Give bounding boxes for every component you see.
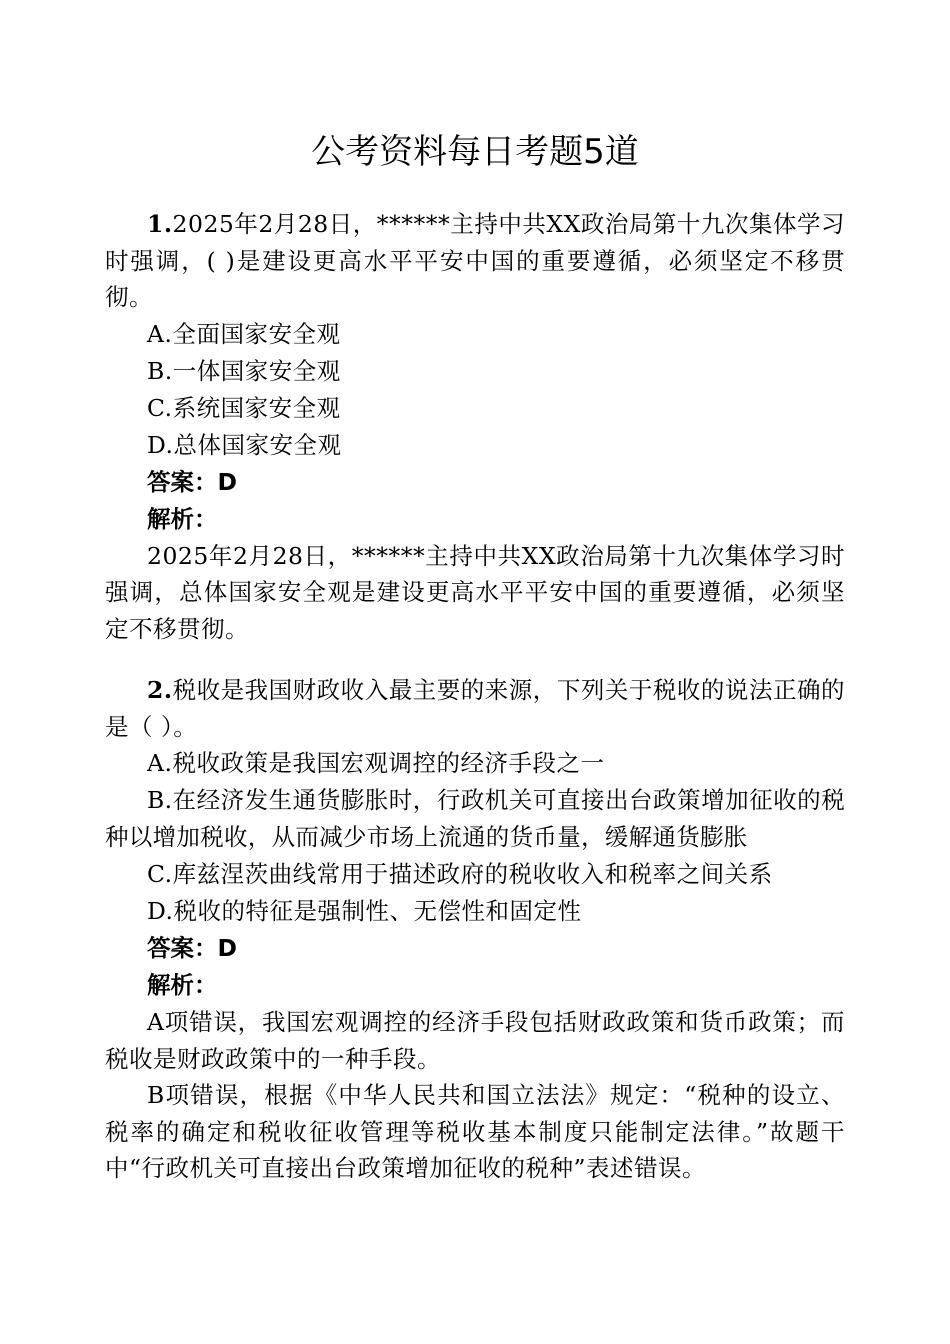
question-stem: [105, 672, 845, 745]
analysis-paragraph: A项错误，我国宏观调控的经济手段包括财政政策和货币政策；而税收是财政政策中的一种手段。: [105, 1008, 845, 1073]
option-c: C.库兹涅茨曲线常用于描述政府的税收收入和税率之间关系: [147, 860, 773, 888]
question-stem: [105, 206, 845, 316]
option-a: A.税收政策是我国宏观调控的经济手段之一: [147, 749, 605, 777]
question-stem-text: 税收是我国财政收入最主要的来源，下列关于税收的说法正确的是（ ）。: [105, 676, 845, 741]
analysis-label: 解析：: [147, 971, 218, 999]
answer-label: 答案：D: [147, 934, 238, 962]
question-number: 2.: [147, 676, 173, 704]
option-c: C.系统国家安全观: [147, 393, 341, 422]
option-a: A.全面国家安全观: [147, 319, 341, 348]
option-d: D.税收的特征是强制性、无偿性和固定性: [147, 897, 582, 925]
analysis-label: 解析：: [147, 504, 218, 533]
page-title: 公考资料每日考题5道: [311, 132, 639, 172]
analysis-paragraph: 2025年2月28日，******主持中共XX政治局第十九次集体学习时强调，总体国家安全观是建设更高水平平安中国的重要遵循，必须坚定不移贯彻。: [105, 541, 845, 643]
question-1: [105, 206, 845, 647]
answer-label: 答案：D: [147, 467, 238, 496]
question-stem-text: 2025年2月28日，******主持中共XX政治局第十九次集体学习时强调，( )是建设更高水平平安中国的重要遵循，必须坚定不移贯彻。: [105, 210, 845, 311]
question-number: 1.: [147, 210, 173, 238]
option-d: D.总体国家安全观: [147, 430, 342, 459]
analysis-paragraph: B项错误，根据《中华人民共和国立法法》规定：“税种的设立、税率的确定和税收征收管理等税收基本制度只能制定法律。”故题干中“行政机关可直接出台政策增加征收的税种”表述错误。: [105, 1081, 845, 1182]
option-b: B.一体国家安全观: [147, 356, 341, 385]
option-b: B.在经济发生通货膨胀时，行政机关可直接出台政策增加征收的税种以增加税收，从而减少市场上流通的货币量，缓解通货膨胀: [105, 786, 845, 851]
question-2: [105, 672, 845, 1187]
